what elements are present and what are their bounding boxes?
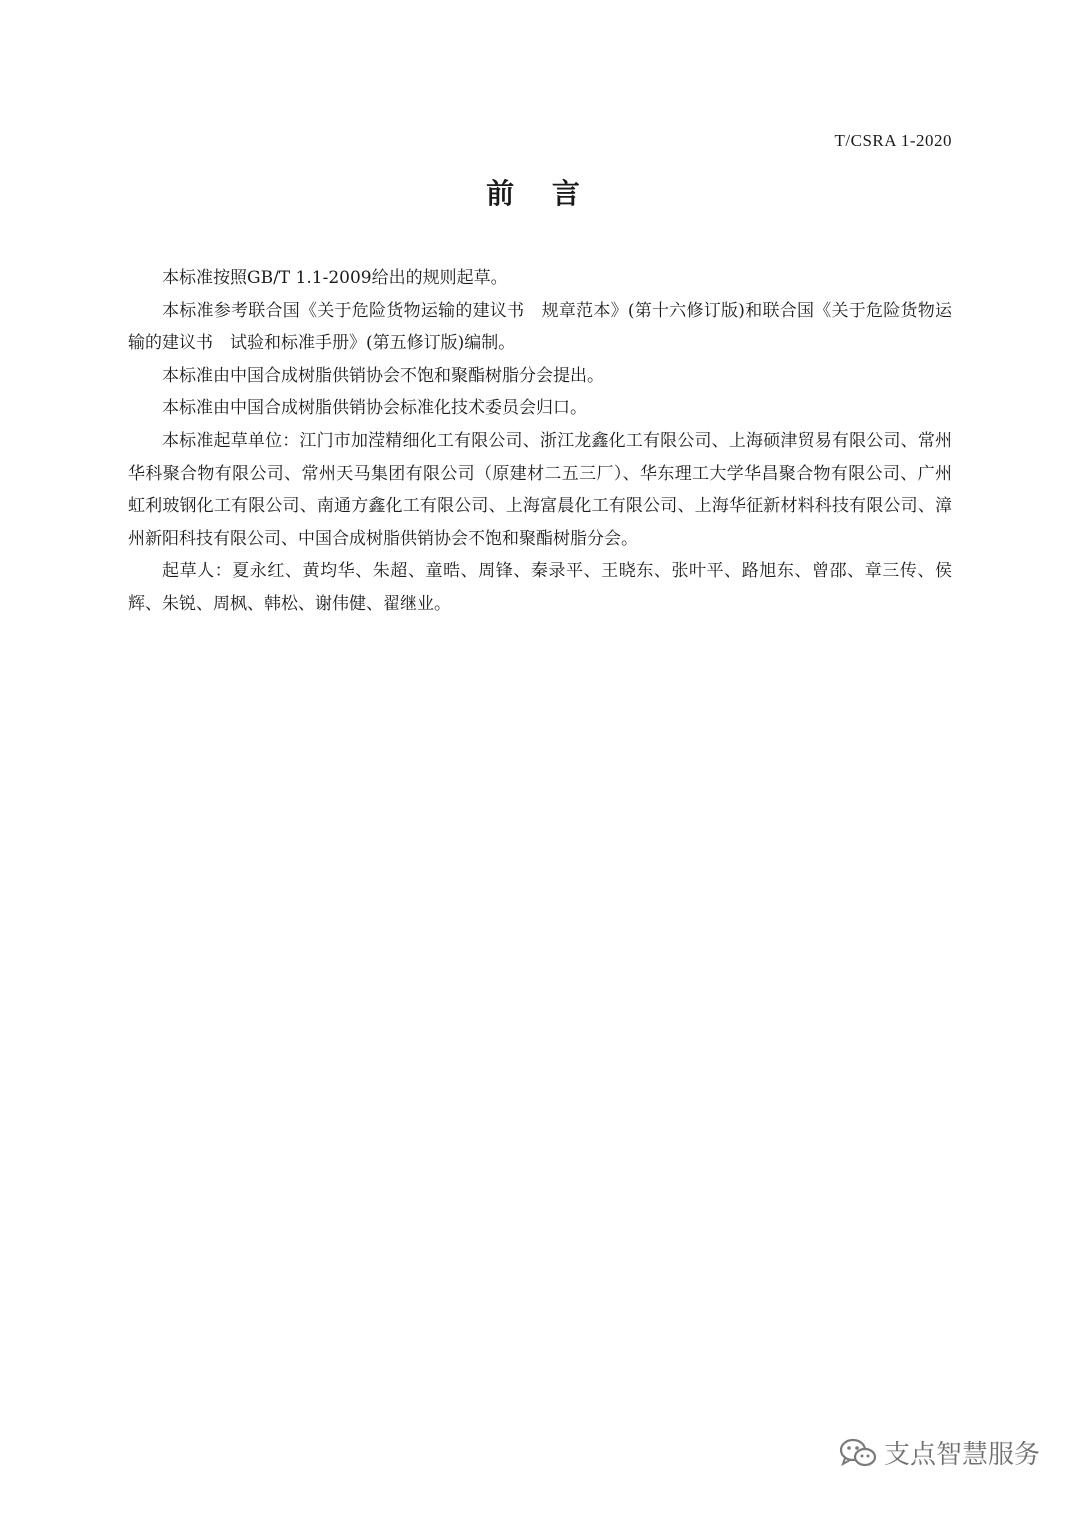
paragraph-drafting-units: 本标准起草单位：江门市加滢精细化工有限公司、浙江龙鑫化工有限公司、上海硕津贸易有限公司、常州华科聚合物有限公司、常州天马集团有限公司（原建材二五三厂）、华东理工大学华昌聚合物有限公司、广州虹利玻钢化工有限公司、南通方鑫化工有限公司、上海富晨化工有限公司、上海华征新材料科技有限公司、漳州新阳科技有限公司、中国合成树脂供销协会不饱和聚酯树脂分会。 xyxy=(128,430,952,549)
watermark xyxy=(838,1434,1040,1471)
paragraph-drafters: 起草人：夏永红、黄均华、朱超、童晧、周锋、秦录平、王晓东、张叶平、路旭东、曾邵、章三传、侯辉、朱锐、周枫、韩松、谢伟健、翟继业。 xyxy=(128,561,952,614)
page-title: 前 言 xyxy=(486,177,594,210)
foreword-body xyxy=(128,262,952,621)
watermark-text: 支点智慧服务 xyxy=(884,1440,1041,1470)
document-code: T/CSRA 1-2020 xyxy=(834,131,952,150)
paragraph-drafting-rules: 本标准按照GB/T 1.1-2009给出的规则起草。 xyxy=(162,268,508,288)
paragraph-centralized-management: 本标准由中国合成树脂供销协会标准化技术委员会归口。 xyxy=(162,398,587,419)
paragraph-references: 本标准参考联合国《关于危险货物运输的建议书 规章范本》(第十六修订版)和联合国《关于危险货物运输的建议书 试验和标准手册》(第五修订版)编制。 xyxy=(128,300,952,354)
paragraph-proposer: 本标准由中国合成树脂供销协会不饱和聚酯树脂分会提出。 xyxy=(162,365,604,386)
wechat-icon xyxy=(838,1436,878,1470)
